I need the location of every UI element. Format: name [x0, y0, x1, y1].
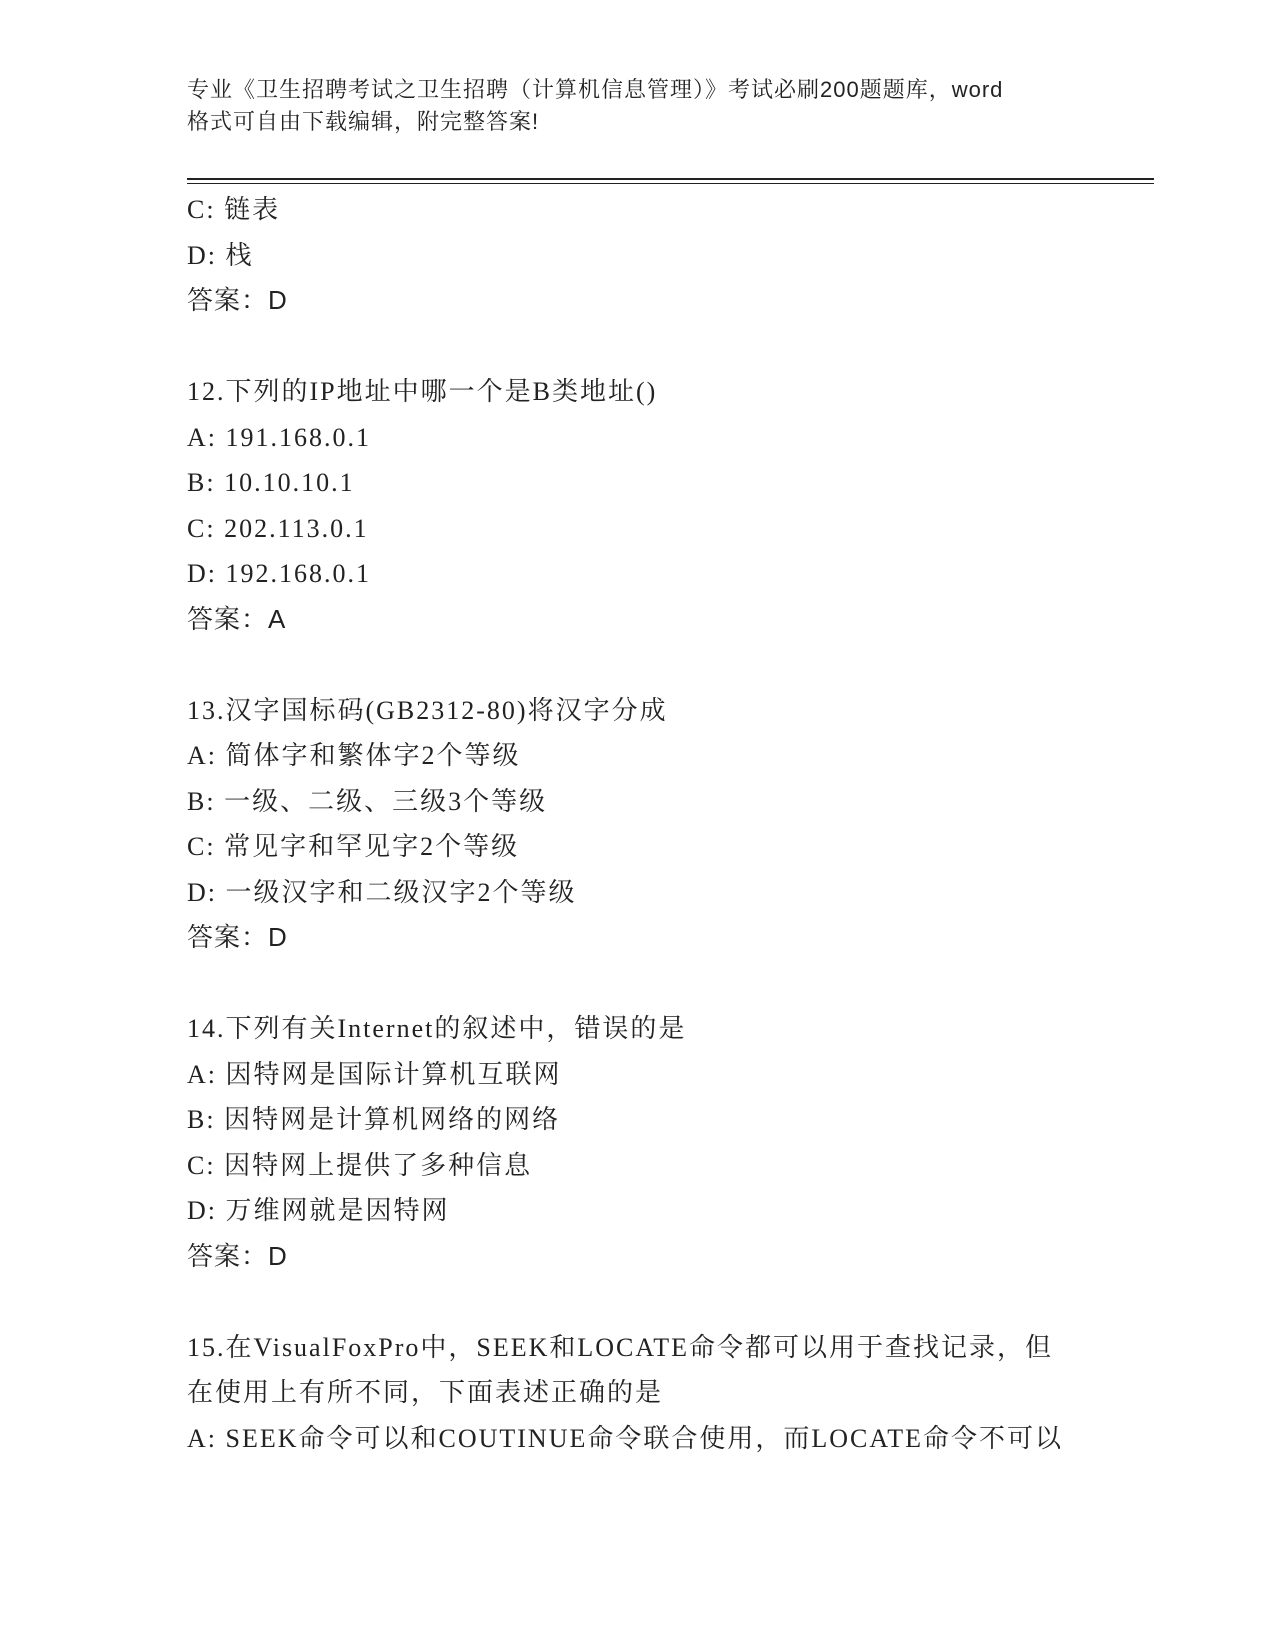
option-c: C: 链表 [187, 195, 281, 224]
option-d: D: 万维网就是因特网 [187, 1196, 450, 1225]
option-d: D: 栈 [187, 240, 254, 270]
option-a: A: SEEK命令可以和COUTINUE命令联合使用，而LOCATE命令不可以 [187, 1423, 1064, 1453]
header-line-1: 专业《卫生招聘考试之卫生招聘（计算机信息管理）》考试必刷200题题库，word [187, 77, 1004, 102]
spacer [187, 642, 1087, 688]
option-b: B: 因特网是计算机网络的网络 [187, 1105, 561, 1134]
answer-label: 答案：D [187, 285, 288, 315]
option-c: C: 202.113.0.1 [187, 513, 369, 543]
spacer [187, 324, 1087, 370]
spacer [187, 961, 1087, 1007]
question-stem: 13.汉字国标码(GB2312-80)将汉字分成 [187, 695, 668, 725]
header-line-2: 格式可自由下载编辑，附完整答案! [187, 109, 540, 134]
answer-label: 答案：D [187, 922, 288, 952]
question-stem: 15.在VisualFoxPro中，SEEK和LOCATE命令都可以用于查找记录，但 [187, 1332, 1054, 1362]
option-d: D: 192.168.0.1 [187, 559, 371, 588]
question-stem: 14.下列有关Internet的叙述中，错误的是 [187, 1014, 687, 1043]
answer-label: 答案：D [187, 1240, 288, 1271]
question-stem-continued: 在使用上有所不同，下面表述正确的是 [187, 1378, 664, 1407]
header-divider-thin [187, 183, 1154, 184]
answer-label: 答案：A [187, 603, 287, 634]
option-a: A: 简体字和繁体字2个等级 [187, 741, 521, 770]
spacer [187, 1279, 1087, 1325]
option-c: C: 常见字和罕见字2个等级 [187, 832, 520, 861]
option-a: A: 191.168.0.1 [187, 422, 371, 452]
option-a: A: 因特网是国际计算机互联网 [187, 1059, 562, 1089]
option-b: B: 10.10.10.1 [187, 468, 355, 497]
question-content [187, 187, 1087, 1461]
option-c: C: 因特网上提供了多种信息 [187, 1150, 533, 1180]
option-d: D: 一级汉字和二级汉字2个等级 [187, 877, 577, 907]
question-stem: 12.下列的IP地址中哪一个是B类地址() [187, 377, 658, 406]
document-header [187, 74, 1087, 138]
option-b: B: 一级、二级、三级3个等级 [187, 786, 548, 816]
header-divider [187, 178, 1154, 180]
